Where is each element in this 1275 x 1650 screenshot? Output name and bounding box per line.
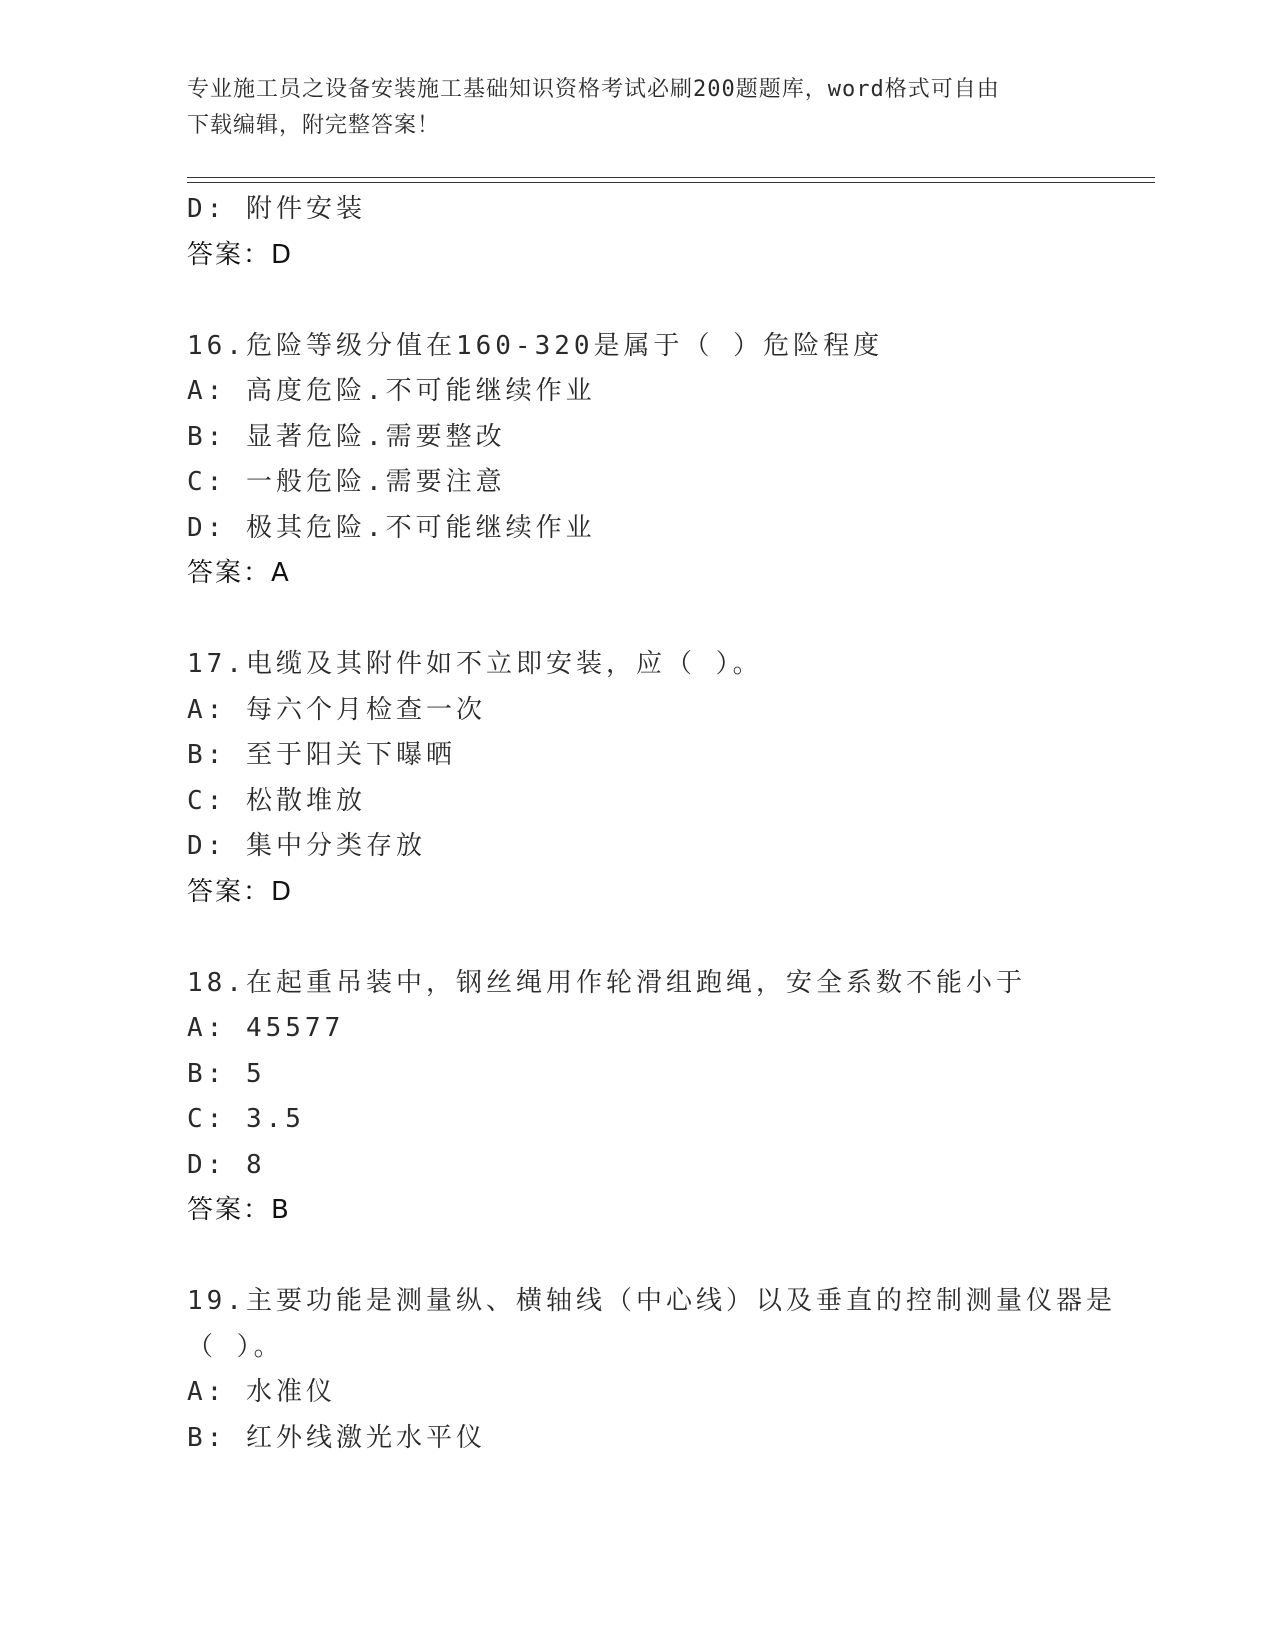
option-a: A: 45577 xyxy=(187,1013,345,1043)
option-d: D: 集中分类存放 xyxy=(187,831,426,861)
spacer xyxy=(187,915,1087,961)
answer: 答案：D xyxy=(187,876,294,907)
question-stem: 17.电缆及其附件如不立即安装，应（ ）。 xyxy=(187,649,763,679)
question-stem-line-1: 19.主要功能是测量纵、横轴线（中心线）以及垂直的控制测量仪器是 xyxy=(187,1286,1116,1316)
option-b: B: 至于阳关下曝晒 xyxy=(187,740,456,770)
header-line-2: 下载编辑，附完整答案！ xyxy=(187,113,441,138)
option-d: D: 极其危险.不可能继续作业 xyxy=(187,512,596,543)
question-list xyxy=(187,187,1116,1461)
option-d: D: 8 xyxy=(187,1149,266,1180)
header-rule-bottom xyxy=(187,182,1155,183)
option-a: A: 高度危险.不可能继续作业 xyxy=(187,376,596,406)
prev-answer: 答案：D xyxy=(187,239,294,270)
prev-option-d: D: 附件安装 xyxy=(187,194,366,224)
question-17 xyxy=(187,642,1087,915)
question-stem: 18.在起重吊装中，钢丝绳用作轮滑组跑绳，安全系数不能小于 xyxy=(187,967,1026,998)
spacer xyxy=(187,597,1087,643)
option-a: A: 水准仪 xyxy=(187,1377,336,1407)
question-19 xyxy=(187,1279,1116,1461)
spacer xyxy=(187,278,1087,324)
answer: 答案：A xyxy=(187,558,291,588)
question-stem: 16.危险等级分值在160-320是属于（ ）危险程度 xyxy=(187,330,884,361)
question-18 xyxy=(187,961,1087,1234)
option-c: C: 一般危险.需要注意 xyxy=(187,467,506,497)
header-rule-top xyxy=(187,177,1155,178)
option-c: C: 3.5 xyxy=(187,1104,305,1134)
option-a: A: 每六个月检查一次 xyxy=(187,694,486,725)
question-stem-line-2: （ ）。 xyxy=(187,1331,284,1362)
document-header xyxy=(187,72,1067,144)
spacer xyxy=(187,1234,1087,1280)
option-c: C: 松散堆放 xyxy=(187,785,366,816)
option-b: B: 显著危险.需要整改 xyxy=(187,421,506,452)
answer: 答案：B xyxy=(187,1195,291,1225)
option-b: B: 红外线激光水平仪 xyxy=(187,1422,486,1453)
option-b: B: 5 xyxy=(187,1058,266,1089)
question-16 xyxy=(187,324,1087,597)
header-line-1: 专业施工员之设备安装施工基础知识资格考试必刷200题题库，word格式可自由 xyxy=(187,77,1000,102)
